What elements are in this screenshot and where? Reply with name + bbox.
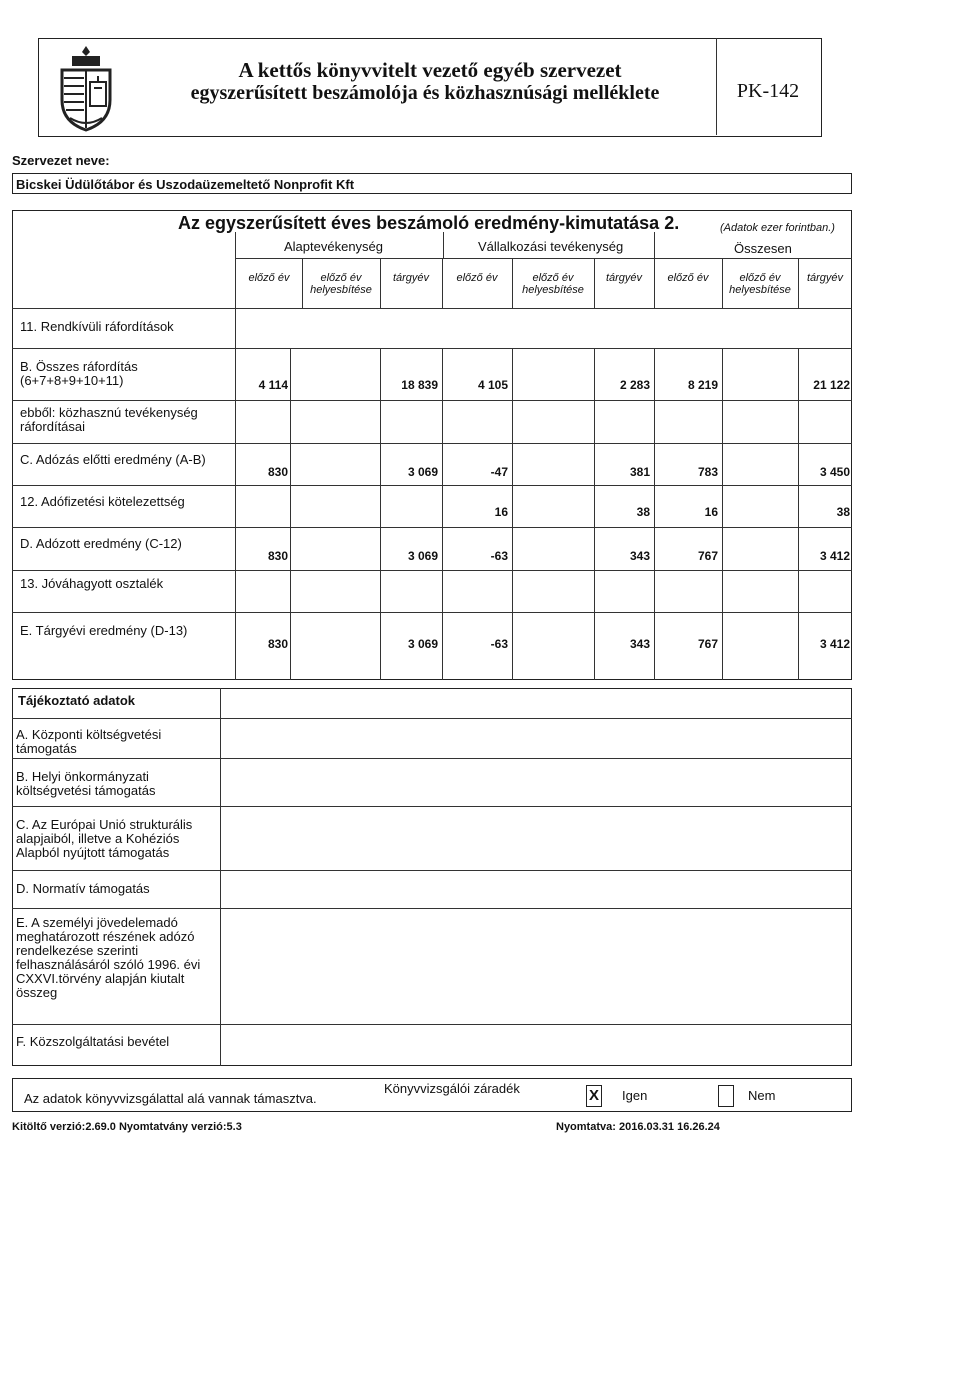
cell-value: -47 <box>490 465 508 479</box>
col-header: előző év helyesbítése <box>729 272 791 296</box>
info-row-label: E. A személyi jövedelemadó meghatározott részének adózó rendelkezése szerinti felhasználásáról szóló 1996. évi CXXVI.törvény alapján kiutalt összeg <box>16 915 201 1000</box>
col-header: tárgyév <box>605 272 643 284</box>
group-header-business: Vállalkozási tevékenység <box>478 239 624 254</box>
col-header: előző év <box>667 272 709 284</box>
audit-no-checkbox[interactable] <box>718 1085 734 1107</box>
cell-value: 3 069 <box>407 549 438 563</box>
info-row-label: C. Az Európai Unió strukturális alapjaiból, illetve a Kohéziós Alapból nyújtott támogatás <box>16 817 193 860</box>
cell-value: 2 283 <box>619 378 650 392</box>
row-label: ebből: közhasznú tevékenység ráfordításai <box>20 405 198 434</box>
cell-value: 343 <box>629 637 650 651</box>
info-row-label: D. Normatív támogatás <box>16 881 150 896</box>
cell-value: 3 450 <box>819 465 850 479</box>
footer-version: Kitöltő verzió:2.69.0 Nyomtatvány verzió:5.3 <box>12 1121 242 1133</box>
form-title-line2: egyszerűsített beszámolója és közhasznúsági melléklete <box>190 82 660 104</box>
col-header: előző év <box>248 272 290 284</box>
row-label: 12. Adófizetési kötelezettség <box>20 494 185 509</box>
cell-value: 783 <box>697 465 718 479</box>
col-header: tárgyév <box>392 272 430 284</box>
col-header: előző év helyesbítése <box>310 272 372 296</box>
row-label: B. Összes ráfordítás (6+7+8+9+10+11) <box>20 359 138 388</box>
cell-value: 830 <box>267 637 288 651</box>
info-title: Tájékoztató adatok <box>18 693 136 708</box>
cell-value: 830 <box>267 549 288 563</box>
cell-value: 830 <box>267 465 288 479</box>
cell-value: 38 <box>636 505 650 519</box>
audit-no-label: Nem <box>748 1088 776 1103</box>
audit-yes-checkbox[interactable]: X <box>586 1085 602 1107</box>
cell-value: -63 <box>490 549 508 563</box>
cell-value: 16 <box>494 505 508 519</box>
cell-value: -63 <box>490 637 508 651</box>
cell-value: 21 122 <box>813 378 850 392</box>
form-code: PK-142 <box>736 80 800 102</box>
form-title-line1: A kettős könyvvitelt vezető egyéb szervezet <box>238 58 622 82</box>
cell-value: 767 <box>697 637 718 651</box>
group-header-total: Összesen <box>734 241 792 256</box>
cell-value: 343 <box>629 549 650 563</box>
cell-value: 18 839 <box>401 378 438 392</box>
info-row-label: F. Közszolgáltatási bevétel <box>16 1034 170 1049</box>
audit-yes-label: Igen <box>622 1088 648 1103</box>
footer-printed: Nyomtatva: 2016.03.31 16.26.24 <box>556 1121 720 1133</box>
col-header: előző év helyesbítése <box>522 272 584 296</box>
row-label: 11. Rendkívüli ráfordítások <box>20 319 174 334</box>
row-label: 13. Jóváhagyott osztalék <box>20 576 164 591</box>
org-name-value: Bicskei Üdülőtábor és Uszodaüzemeltető Nonprofit Kft <box>16 177 355 192</box>
audit-clause-title: Könyvvizsgálói záradék <box>384 1081 520 1096</box>
cell-value: 381 <box>629 465 650 479</box>
cell-value: 3 412 <box>819 549 850 563</box>
org-name-label: Szervezet neve: <box>12 153 110 168</box>
cell-value: 3 412 <box>819 637 850 651</box>
table-title: Az egyszerűsített éves beszámoló eredmény-kimutatása 2. <box>178 213 680 233</box>
row-label: C. Adózás előtti eredmény (A-B) <box>20 452 206 467</box>
cell-value: 3 069 <box>407 637 438 651</box>
info-row-label: B. Helyi önkormányzati költségvetési támogatás <box>16 769 156 798</box>
col-header: tárgyév <box>806 272 844 284</box>
row-label: D. Adózott eredmény (C-12) <box>20 536 182 551</box>
info-row-label: A. Központi költségvetési támogatás <box>16 727 162 756</box>
cell-value: 4 105 <box>477 378 508 392</box>
unit-note: (Adatok ezer forintban.) <box>720 222 835 234</box>
audit-statement: Az adatok könyvvizsgálattal alá vannak támasztva. <box>24 1091 317 1106</box>
row-label: E. Tárgyévi eredmény (D-13) <box>20 623 188 638</box>
cell-value: 3 069 <box>407 465 438 479</box>
group-header-basic: Alaptevékenység <box>284 239 384 254</box>
cell-value: 38 <box>836 505 850 519</box>
cell-value: 4 114 <box>258 378 288 392</box>
cell-value: 767 <box>697 549 718 563</box>
coat-of-arms-icon <box>50 42 122 132</box>
cell-value: 8 219 <box>687 378 718 392</box>
cell-value: 16 <box>704 505 718 519</box>
col-header: előző év <box>456 272 498 284</box>
